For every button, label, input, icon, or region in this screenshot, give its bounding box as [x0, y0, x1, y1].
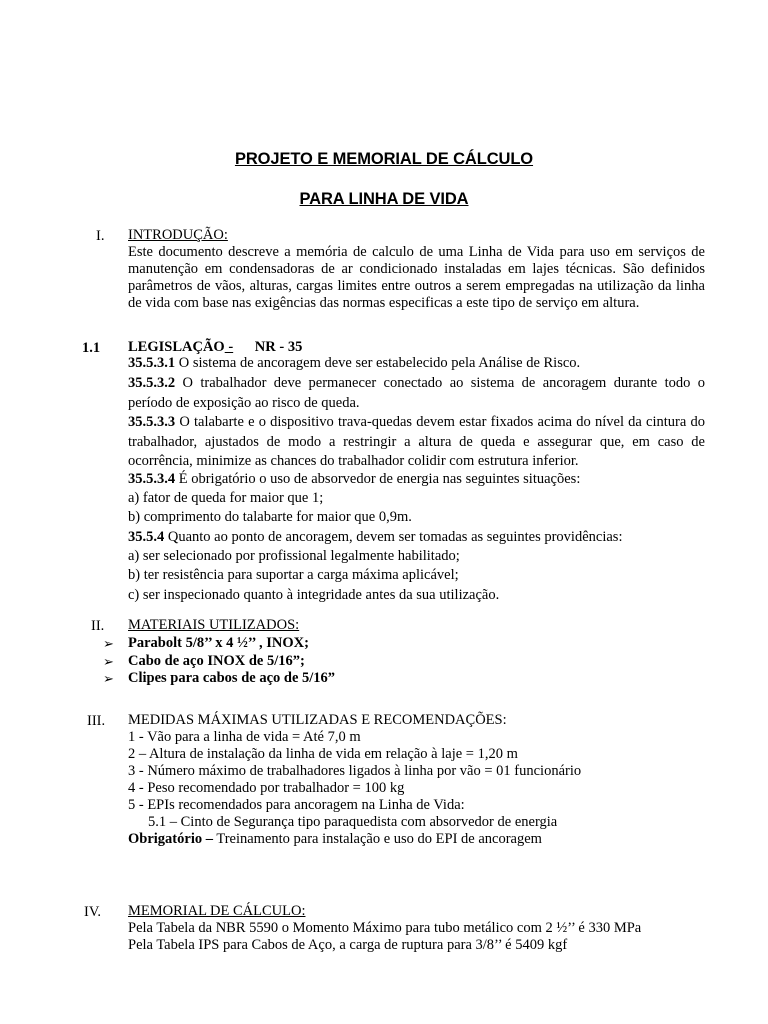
- arrow-bullet-icon: ➢: [103, 671, 114, 686]
- medida-line: 5 - EPIs recomendados para ancoragem na Linha de Vida:: [128, 797, 465, 813]
- memorial-line: Pela Tabela da NBR 5590 o Momento Máximo para tubo metálico com 2 ½’’ é 330 MPa: [128, 920, 642, 936]
- arrow-bullet-icon: ➢: [103, 654, 114, 669]
- legislacao-dash: -: [224, 339, 234, 355]
- legislacao-item: a) fator de queda for maior que 1;: [128, 490, 324, 506]
- section-heading-medidas: MEDIDAS MÁXIMAS UTILIZADAS E RECOMENDAÇÕES:: [128, 712, 507, 728]
- material-item: Cabo de aço INOX de 5/16”;: [128, 653, 305, 669]
- section-heading-memorial: MEMORIAL DE CÁLCULO:: [128, 903, 306, 919]
- legislacao-item: b) comprimento do talabarte for maior que 0,9m.: [128, 509, 412, 525]
- medida-line: 4 - Peso recomendado por trabalhador = 100 kg: [128, 780, 405, 796]
- legislacao-norm: NR - 35: [254, 339, 303, 355]
- legislacao-item: 35.5.3.2 O trabalhador deve permanecer conectado ao sistema de ancoragem durante todo o período de exposição ao risco de queda.: [128, 375, 705, 411]
- legislacao-item: 35.5.3.4 É obrigatório o uso de absorvedor de energia nas seguintes situações:: [128, 471, 581, 487]
- material-item: Parabolt 5/8’’ x 4 ½’’ , INOX;: [128, 635, 309, 651]
- medida-line: 2 – Altura de instalação da linha de vida em relação à laje = 1,20 m: [128, 746, 518, 762]
- document-title: PROJETO E MEMORIAL DE CÁLCULO: [234, 150, 534, 168]
- material-item: Clipes para cabos de aço de 5/16”: [128, 670, 336, 686]
- section-heading-introducao: INTRODUÇÃO:: [128, 227, 228, 243]
- medida-line: 3 - Número máximo de trabalhadores ligados à linha por vão = 01 funcionário: [128, 763, 582, 779]
- section-heading-materiais: MATERIAIS UTILIZADOS:: [128, 617, 300, 633]
- memorial-line: Pela Tabela IPS para Cabos de Aço, a carga de ruptura para 3/8’’ é 5409 kgf: [128, 937, 568, 953]
- section-number: I.: [96, 228, 105, 244]
- legislacao-item: a) ser selecionado por profissional legalmente habilitado;: [128, 548, 460, 564]
- document-subtitle: PARA LINHA DE VIDA: [299, 190, 469, 208]
- legislacao-item: b) ter resistência para suportar a carga máxima aplicável;: [128, 567, 459, 583]
- legislacao-label: LEGISLAÇÃO: [128, 339, 225, 355]
- introducao-paragraph: Este documento descreve a memória de calculo de uma Linha de Vida para uso em serviços de manutenção em condensadoras de ar condicionado instaladas em lajes técnicas. São definidos parâmetros de vãos, alturas, cargas limites entre outros a serem empregadas na utilização da linha de vida com base nas exigências das normas especificas a este tipo de serviço em altura.: [128, 244, 705, 311]
- legislacao-item: 35.5.4 Quanto ao ponto de ancoragem, devem ser tomadas as seguintes providências:: [128, 529, 623, 545]
- section-number: 1.1: [82, 340, 101, 356]
- medida-line: 1 - Vão para a linha de vida = Até 7,0 m: [128, 729, 361, 745]
- obrigatorio-line: Obrigatório – Treinamento para instalação e uso do EPI de ancoragem: [128, 831, 542, 847]
- legislacao-item: 35.5.3.1 O sistema de ancoragem deve ser estabelecido pela Análise de Risco.: [128, 355, 581, 371]
- arrow-bullet-icon: ➢: [103, 636, 114, 651]
- section-number: IV.: [84, 904, 102, 920]
- section-number: II.: [91, 618, 105, 634]
- legislacao-item: c) ser inspecionado quanto à integridade antes da sua utilização.: [128, 587, 500, 603]
- section-number: III.: [87, 713, 106, 729]
- medida-line: 5.1 – Cinto de Segurança tipo paraquedista com absorvedor de energia: [148, 814, 558, 830]
- legislacao-item: 35.5.3.3 O talabarte e o dispositivo trava-quedas devem estar fixados acima do nível da cintura do trabalhador, ajustados de modo a restringir a altura de queda e assegurar que, em caso de ocorrência, minimize as chances do trabalhador colidir com estrutura inferior.: [128, 414, 705, 469]
